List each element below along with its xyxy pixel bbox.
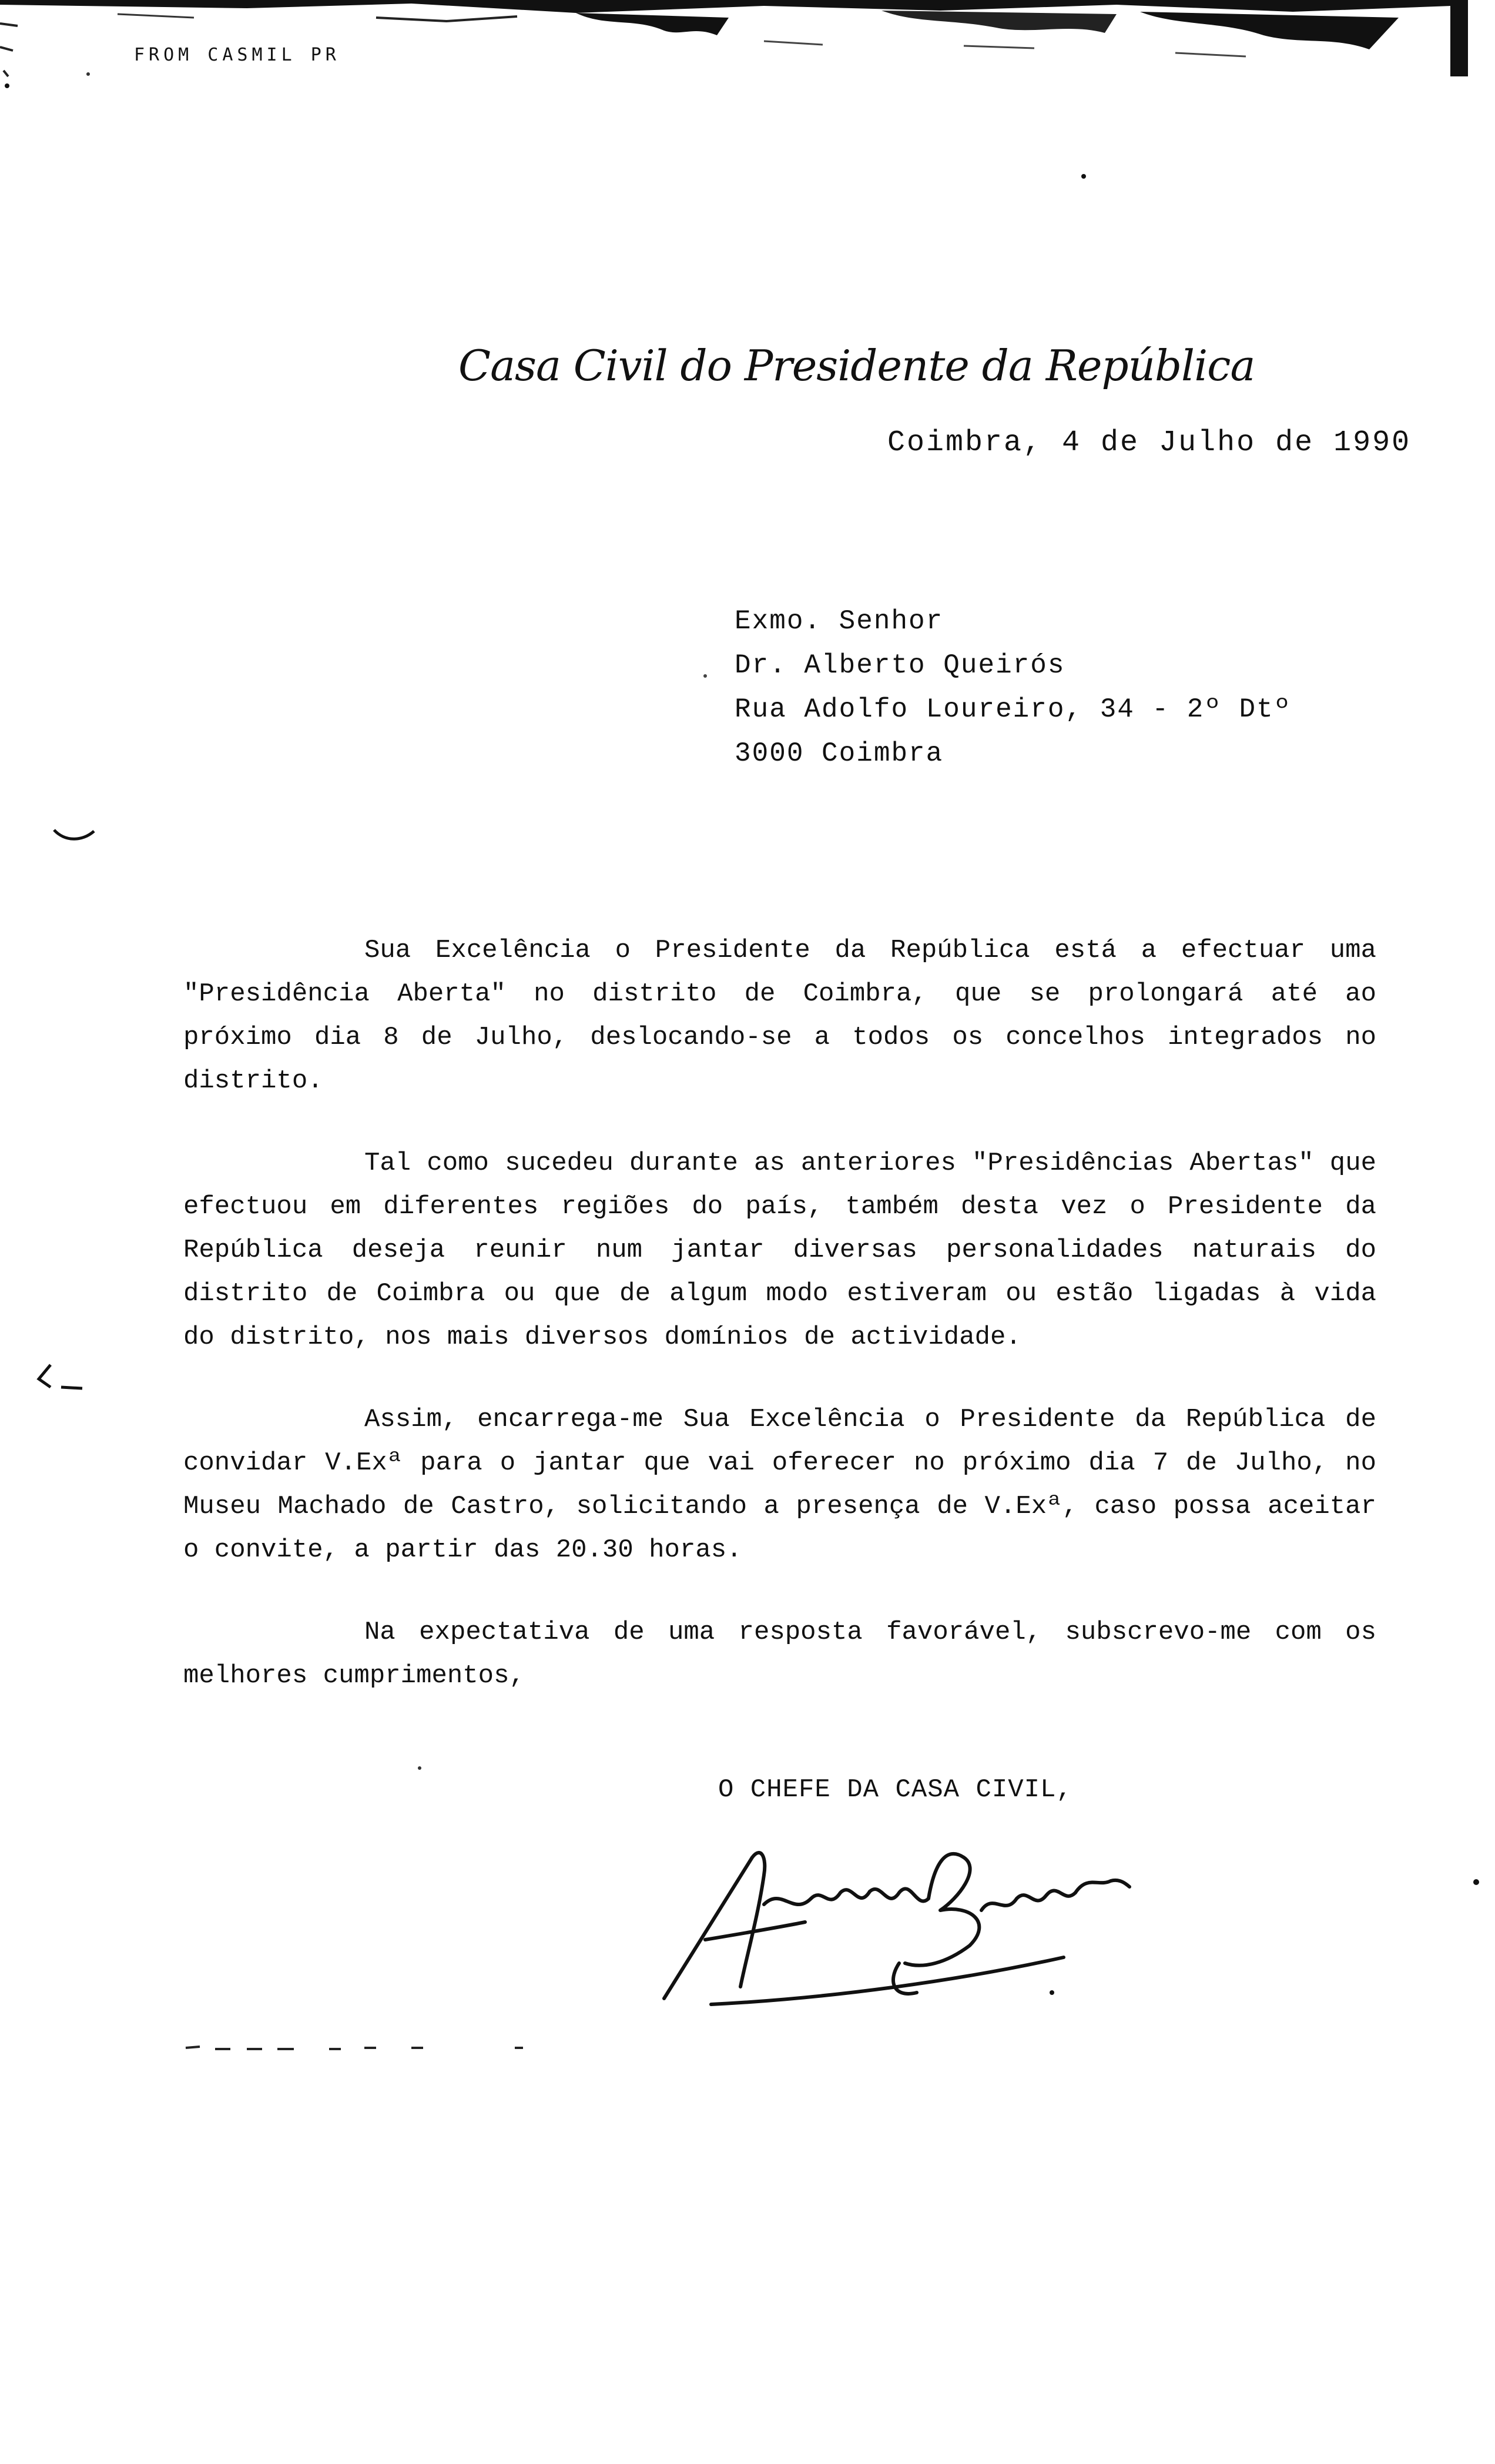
paragraph-2: Tal como sucedeu durante as anteriores "Presidências Abertas" que efectuou em diferentes regiões do país, também desta vez o Presidente da República deseja reunir num jantar diversas personalidades naturais do distrito de Coimbra ou que de algum modo estiveram ou estão ligadas à vida do distrito, nos mais diversos domínios de actividade. [183,1149,1376,1352]
date-line: Coimbra, 4 de Julho de 1990 [887,426,1412,460]
recipient-street: Rua Adolfo Loureiro, 34 - 2º Dtº [735,694,1292,725]
recipient-name: Dr. Alberto Queirós [735,650,1065,681]
fax-noise-band [0,0,1495,82]
recipient-salutation: Exmo. Senhor [735,606,944,637]
signature [652,1822,1134,2010]
letter-body [183,929,1376,1736]
recipient-address [735,600,1291,776]
fax-header: FROM CASMIL PR [134,45,340,65]
letterhead: Casa Civil do Presidente da República [458,341,1255,390]
recipient-city: 3000 Coimbra [735,738,944,769]
paragraph-3: Assim, encarrega-me Sua Excelência o Presidente da República de convidar V.Exª para o jantar que vai oferecer no próximo dia 7 de Julho, no Museu Machado de Castro, solicitando a presença de V.Exª, caso possa aceitar o convite, a partir das 20.30 horas. [183,1405,1376,1565]
paragraph-1: Sua Excelência o Presidente da República está a efectuar uma "Presidência Aberta" no distrito de Coimbra, que se prolongará até ao próximo dia 8 de Julho, deslocando-se a todos os concelhos integrados no distrito. [183,936,1376,1096]
closing-title: O CHEFE DA CASA CIVIL, [718,1775,1072,1805]
paragraph-4: Na expectativa de uma resposta favorável, subscrevo-me com os melhores cumprimentos, [183,1618,1376,1690]
